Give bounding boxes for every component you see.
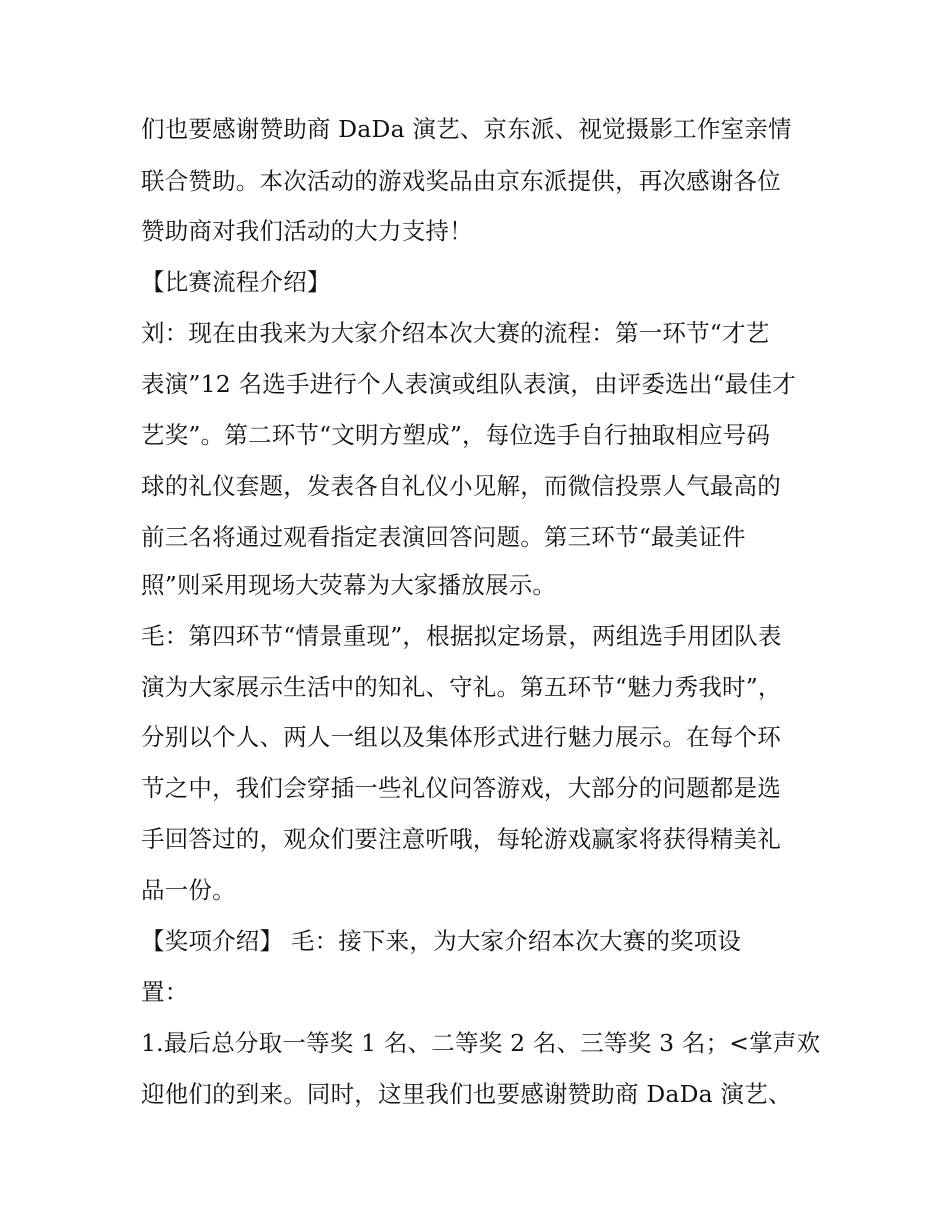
text-line: 演为大家展示生活中的知礼、守礼。第五环节“魅力秀我时”， bbox=[141, 673, 782, 701]
text-line: 赞助商对我们活动的大力支持！ bbox=[141, 217, 473, 245]
text-line: 1.最后总分取一等奖 1 名、二等奖 2 名、三等奖 3 名；<掌声欢 bbox=[141, 1029, 821, 1057]
section-heading-awards: 【奖项介绍】 毛：接下来，为大家介绍本次大赛的奖项设 bbox=[141, 927, 742, 955]
text-line: 品一份。 bbox=[141, 876, 236, 904]
text-line: 置： bbox=[141, 978, 189, 1006]
text-line: 照”则采用现场大荧幕为大家播放展示。 bbox=[141, 571, 557, 599]
text-line: 毛：第四环节“情景重现”，根据拟定场景，两组选手用团队表 bbox=[141, 622, 782, 650]
text-line: 迎他们的到来。同时，这里我们也要感谢赞助商 DaDa 演艺、 bbox=[141, 1080, 792, 1108]
text-line: 节之中，我们会穿插一些礼仪问答游戏，大部分的问题都是选 bbox=[141, 774, 781, 802]
text-line: 们也要感谢赞助商 DaDa 演艺、京东派、视觉摄影工作室亲情 bbox=[141, 115, 792, 143]
text-line: 球的礼仪套题，发表各自礼仪小见解，而微信投票人气最高的 bbox=[141, 472, 781, 500]
text-line: 刘：现在由我来为大家介绍本次大赛的流程：第一环节“才艺 bbox=[141, 319, 770, 347]
text-line: 前三名将通过观看指定表演回答问题。第三环节“最美证件 bbox=[141, 523, 746, 551]
text-line: 艺奖”。第二环节“文明方塑成”，每位选手自行抽取相应号码 bbox=[141, 421, 771, 449]
text-line: 联合赞助。本次活动的游戏奖品由京东派提供，再次感谢各位 bbox=[141, 167, 781, 195]
text-line: 分别以个人、两人一组以及集体形式进行魅力展示。在每个环 bbox=[141, 723, 781, 751]
section-heading-process: 【比赛流程介绍】 bbox=[141, 268, 331, 296]
text-line: 表演”12 名选手进行个人表演或组队表演，由评委选出“最佳才 bbox=[141, 370, 796, 398]
text-line: 手回答过的，观众们要注意听哦，每轮游戏赢家将获得精美礼 bbox=[141, 825, 781, 853]
